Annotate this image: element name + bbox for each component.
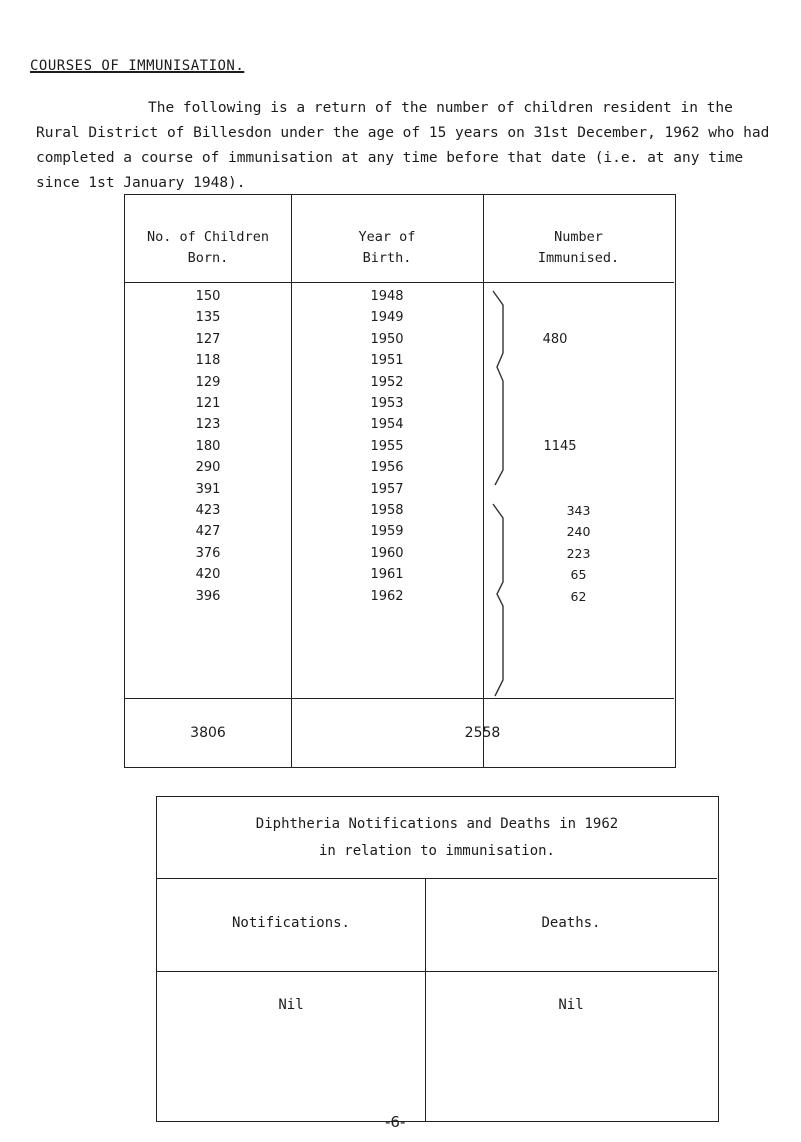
header-year-line1: Year of xyxy=(358,229,416,245)
diphtheria-title-line1: Diphtheria Notifications and Deaths in 1962 xyxy=(255,816,619,832)
table-row-born: 391 xyxy=(195,481,221,497)
brace-1948-1952 xyxy=(485,285,525,490)
header-children-line1: No. of Children xyxy=(147,229,269,245)
immunised-1958: 343 xyxy=(566,503,591,518)
notifications-value: Nil xyxy=(278,997,304,1013)
table-row-born: 121 xyxy=(195,396,221,411)
table-row-born: 423 xyxy=(195,503,221,518)
diphtheria-title-line2: in relation to immunisation. xyxy=(318,843,555,859)
table-row-year: 1957 xyxy=(370,481,404,497)
section-heading: COURSES OF IMMUNISATION. xyxy=(30,58,245,74)
immunised-1961: 65 xyxy=(570,567,587,583)
table-row-born: 135 xyxy=(195,310,221,326)
table-row-born: 427 xyxy=(195,524,221,540)
table-row-year: 1955 xyxy=(370,438,404,454)
header-children-born xyxy=(125,227,291,269)
table-row-born: 290 xyxy=(195,460,221,476)
immunised-1953-1957: 1145 xyxy=(543,438,577,454)
table-row-born: 127 xyxy=(195,331,221,347)
table-row-year: 1956 xyxy=(370,460,404,476)
title-rule xyxy=(157,878,717,879)
table-row-year: 1949 xyxy=(370,310,404,326)
table-row-year: 1950 xyxy=(370,331,404,347)
table-row-born: 129 xyxy=(195,374,221,390)
immunisation-table xyxy=(124,194,676,768)
table-row-born: 180 xyxy=(195,438,221,454)
table-row-year: 1961 xyxy=(370,567,404,583)
diphtheria-title xyxy=(157,811,717,865)
header-immunised-line1: Number xyxy=(554,229,603,245)
table-row-year: 1960 xyxy=(370,545,404,561)
table-row-year: 1948 xyxy=(370,289,404,304)
table-row-year: 1951 xyxy=(370,353,404,369)
table-row-born: 150 xyxy=(195,289,221,304)
table-row-year: 1952 xyxy=(370,374,404,390)
total-immunised: 2558 xyxy=(464,725,501,741)
table-row-year: 1958 xyxy=(370,503,404,518)
column-divider-2 xyxy=(483,195,484,698)
header-rule-2 xyxy=(157,971,717,972)
immunised-1959: 240 xyxy=(566,524,591,540)
table-row-born: 420 xyxy=(195,567,221,583)
table-row-year: 1959 xyxy=(370,524,404,540)
immunised-1948-1952: 480 xyxy=(542,331,568,347)
immunised-1960: 223 xyxy=(566,545,591,561)
header-children-line2: Born. xyxy=(187,250,229,266)
table-row-year: 1954 xyxy=(370,417,404,433)
header-number-immunised xyxy=(483,227,674,269)
table-row-year: 1953 xyxy=(370,396,404,411)
table-row-born: 396 xyxy=(195,588,221,604)
table-row-born: 376 xyxy=(195,545,221,561)
intro-paragraph xyxy=(36,96,776,196)
header-immunised-line2: Immunised. xyxy=(537,250,620,266)
header-rule xyxy=(125,282,674,283)
table-row-born: 118 xyxy=(195,353,221,369)
deaths-value: Nil xyxy=(558,997,584,1013)
table-row-year: 1962 xyxy=(370,588,404,604)
immunised-1962: 62 xyxy=(570,588,587,604)
page-number: -6- xyxy=(385,1113,406,1131)
intro-text: The following is a return of the number of children resident in the Rural District of Billesdon under the age of 15 years on 31st December, 1962 who had completed a course of immunisation at any time before that date (i.e. at any time since 1st January 1948). xyxy=(36,100,770,191)
table-row-born: 123 xyxy=(195,417,221,433)
total-rule xyxy=(125,698,674,699)
header-year-line2: Birth. xyxy=(362,250,412,266)
deaths-header: Deaths. xyxy=(541,915,601,931)
notifications-header: Notifications. xyxy=(231,915,350,931)
diphtheria-table xyxy=(156,796,719,1122)
total-born: 3806 xyxy=(190,725,226,741)
header-year-of-birth xyxy=(291,227,483,269)
